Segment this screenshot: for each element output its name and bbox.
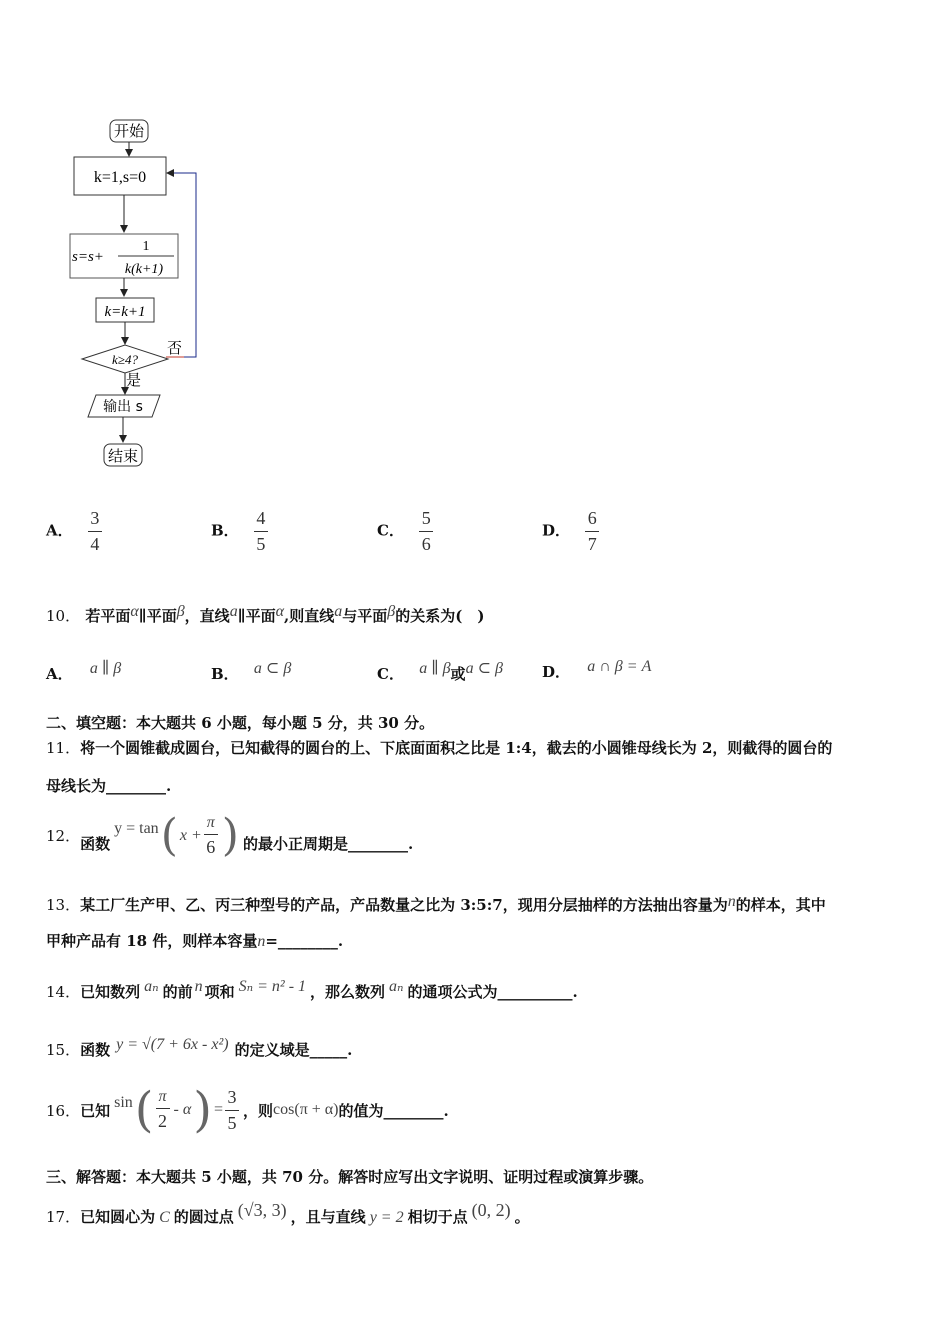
text: 相切于点: [407, 1208, 468, 1226]
text: 的样本，其中: [735, 896, 826, 914]
flow-decision-label: k≥4?: [112, 352, 138, 367]
fraction-numerator: 4: [256, 508, 266, 528]
math-n: n: [727, 893, 736, 910]
question-11: [46, 737, 832, 758]
fraction-denominator: 4: [90, 534, 100, 554]
math-point-1: (√3, 3): [237, 1200, 287, 1220]
q10-option-d[interactable]: [542, 658, 651, 682]
math-minus-alpha: - α: [173, 1101, 192, 1118]
math-a: a: [229, 603, 238, 620]
option-math: a ∩ β = A: [587, 658, 652, 675]
text: 项和: [204, 983, 235, 1001]
text: 的定义域是_____.: [234, 1041, 353, 1059]
math-alpha: α: [130, 603, 139, 620]
question-13: [46, 893, 826, 915]
text: 函数: [80, 1041, 111, 1059]
math-cos: cos(π + α): [273, 1101, 339, 1118]
question-number: 15．: [46, 1041, 81, 1059]
text: 若平面: [85, 607, 131, 625]
fraction-denominator: 5: [227, 1112, 237, 1133]
math-sin: sin: [114, 1094, 133, 1111]
math-a: a: [334, 603, 343, 620]
flow-update-s-den: k(k+1): [124, 262, 164, 277]
text: 的值为________.: [338, 1101, 449, 1120]
question-17: [46, 1200, 530, 1227]
fraction-denominator: 6: [421, 534, 431, 554]
text: 已知圆心为: [80, 1208, 156, 1226]
paren-left: (: [160, 810, 178, 861]
section-2-heading: 二、填空题：本大题共 6 小题，每小题 5 分，共 30 分。: [46, 714, 435, 732]
fraction-numerator: 5: [421, 508, 431, 528]
option-label: A．: [46, 665, 73, 683]
math-sequence: aₙ: [144, 978, 159, 995]
q10-option-a[interactable]: [46, 658, 121, 684]
text: 某工厂生产甲、乙、丙三种型号的产品，产品数量之比为 3:5:7，现用分层抽样的方法抽出容量为: [80, 896, 728, 914]
flow-update-s-num: 1: [142, 239, 150, 254]
text: 将一个圆锥截成圆台，已知截得的圆台的上、下底面面积之比是 1:4，截去的小圆锥母线长为 2，则截得的圆台的: [80, 739, 833, 757]
paren-right: ): [221, 810, 239, 861]
text: 甲种产品有 18 件，则样本容量: [46, 932, 258, 950]
fraction-numerator: 3: [90, 508, 100, 528]
question-number: 12．: [46, 827, 81, 845]
text: 的前: [162, 983, 193, 1001]
question-12: [46, 810, 413, 861]
text: ∥平面: [237, 607, 276, 625]
fraction-denominator: 7: [587, 534, 597, 554]
paren-right: ): [193, 1082, 212, 1138]
option-text: 或: [450, 665, 466, 683]
q9-option-b[interactable]: [211, 508, 268, 555]
q9-option-a[interactable]: [46, 508, 102, 555]
question-number: 13．: [46, 896, 81, 914]
math-equals: =: [213, 1101, 224, 1118]
math-alpha: α: [275, 603, 285, 620]
flow-update-k-label: k=k+1: [104, 304, 146, 320]
text: ,则直线: [284, 607, 335, 625]
fraction-numerator: 6: [587, 508, 597, 528]
option-label: C．: [377, 665, 404, 683]
question-15: [46, 1036, 352, 1060]
question-number: 16．: [46, 1101, 81, 1120]
option-math: a ∥ β: [419, 660, 451, 677]
text: ∥平面: [138, 607, 177, 625]
option-label: D．: [542, 663, 571, 681]
question-10: [46, 603, 484, 626]
math-point-2: (0, 2): [471, 1200, 511, 1220]
fraction-numerator: π: [158, 1088, 167, 1105]
flow-no-label: 否: [167, 339, 183, 357]
math-c: C: [159, 1209, 170, 1226]
question-14: [46, 976, 578, 1002]
fraction-numerator: π: [206, 813, 215, 831]
math-n: n: [194, 978, 203, 995]
text: ，且与直线: [290, 1208, 366, 1226]
text: 已知数列: [80, 983, 141, 1001]
text: 函数: [80, 835, 111, 853]
q9-option-c[interactable]: [377, 508, 433, 555]
option-math: a ⊂ β: [253, 660, 292, 677]
fraction-denominator: 2: [158, 1111, 168, 1131]
math-beta: β: [176, 603, 185, 620]
question-16: [46, 1082, 449, 1138]
text: ，直线: [184, 607, 230, 625]
text: 的圆过点: [173, 1208, 234, 1226]
math-beta: β: [387, 603, 396, 620]
section-3-heading: 三、解答题：本大题共 5 小题，共 70 分。解答时应写出文字说明、证明过程或演算步骤。: [46, 1168, 654, 1186]
flow-output-label: 输出 s: [103, 399, 143, 415]
option-math: a ∥ β: [89, 660, 122, 677]
math-x: x +: [179, 826, 202, 844]
text: 的通项公式为__________.: [407, 983, 578, 1001]
text: 与平面: [342, 607, 388, 625]
math-fn: y = √(7 + 6x - x²): [116, 1036, 229, 1053]
option-label: B．: [211, 665, 239, 683]
fraction-numerator: 3: [227, 1086, 237, 1107]
flow-init-label: k=1,s=0: [93, 169, 147, 186]
math-line: y = 2: [369, 1209, 404, 1226]
q9-option-d[interactable]: [542, 508, 599, 555]
question-13-line2: [46, 930, 343, 951]
flow-update-s-lhs: s=s+: [72, 249, 104, 265]
flow-end-label: 结束: [107, 447, 139, 465]
q10-option-c[interactable]: [377, 658, 503, 684]
q10-option-b[interactable]: [211, 658, 291, 684]
option-label: A．: [46, 521, 73, 540]
math-n: n: [257, 933, 266, 950]
flowchart: [60, 115, 220, 475]
question-number: 17．: [46, 1208, 81, 1226]
question-number: 10．: [46, 607, 81, 625]
fraction-denominator: 6: [206, 836, 216, 857]
option-label: D．: [542, 521, 571, 540]
fraction-denominator: 5: [256, 534, 266, 554]
text: ，则: [243, 1101, 274, 1120]
text: 的关系为( ): [395, 607, 485, 625]
option-math: a ⊂ β: [465, 660, 503, 677]
text: 已知: [80, 1101, 111, 1120]
paren-left: (: [134, 1082, 154, 1138]
option-label: B．: [211, 521, 239, 540]
text: 的最小正周期是________.: [242, 835, 414, 853]
text: ，那么数列: [310, 983, 386, 1001]
text: =________.: [265, 932, 344, 950]
question-11-line2: 母线长为________.: [46, 777, 172, 795]
flow-yes-label: 是: [126, 371, 142, 389]
math-sequence: aₙ: [389, 978, 404, 995]
question-number: 14．: [46, 983, 81, 1001]
text: 。: [514, 1208, 530, 1226]
flow-start-label: 开始: [113, 122, 145, 140]
option-label: C．: [377, 521, 404, 540]
math-fn: y = tan: [114, 819, 159, 837]
question-number: 11．: [46, 739, 81, 757]
math-sum: Sₙ = n² - 1: [238, 978, 307, 995]
